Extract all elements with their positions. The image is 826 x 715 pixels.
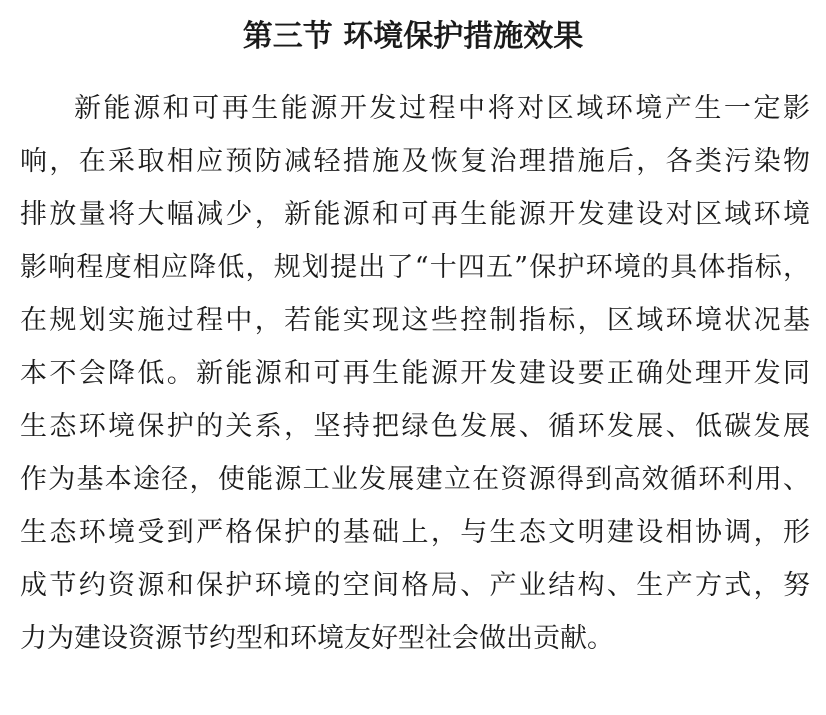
section-title: 第三节 环境保护措施效果 xyxy=(242,19,584,54)
body-paragraph xyxy=(20,89,810,672)
paragraph-line: 生态环境受到严格保护的基础上，与生态文明建设相协调，形 xyxy=(20,517,810,548)
paragraph-line: 生态环境保护的关系，坚持把绿色发展、循环发展、低碳发展 xyxy=(20,411,810,442)
paragraph-line: 新能源和可再生能源开发过程中将对区域环境产生一定影 xyxy=(74,93,810,124)
paragraph-line: 作为基本途径，使能源工业发展建立在资源得到高效循环利用、 xyxy=(20,464,810,495)
paragraph-line: 影响程度相应降低，规划提出了“十四五”保护环境的具体指标， xyxy=(20,252,810,283)
paragraph-line: 成节约资源和保护环境的空间格局、产业结构、生产方式，努 xyxy=(20,570,810,601)
paragraph-line: 响，在采取相应预防减轻措施及恢复治理措施后，各类污染物 xyxy=(20,146,810,177)
paragraph-line: 本不会降低。新能源和可再生能源开发建设要正确处理开发同 xyxy=(20,358,810,389)
paragraph-line: 排放量将大幅减少，新能源和可再生能源开发建设对区域环境 xyxy=(20,199,810,230)
paragraph-line: 在规划实施过程中，若能实现这些控制指标，区域环境状况基 xyxy=(20,305,810,336)
paragraph-line: 力为建设资源节约型和环境友好型社会做出贡献。 xyxy=(20,623,614,654)
